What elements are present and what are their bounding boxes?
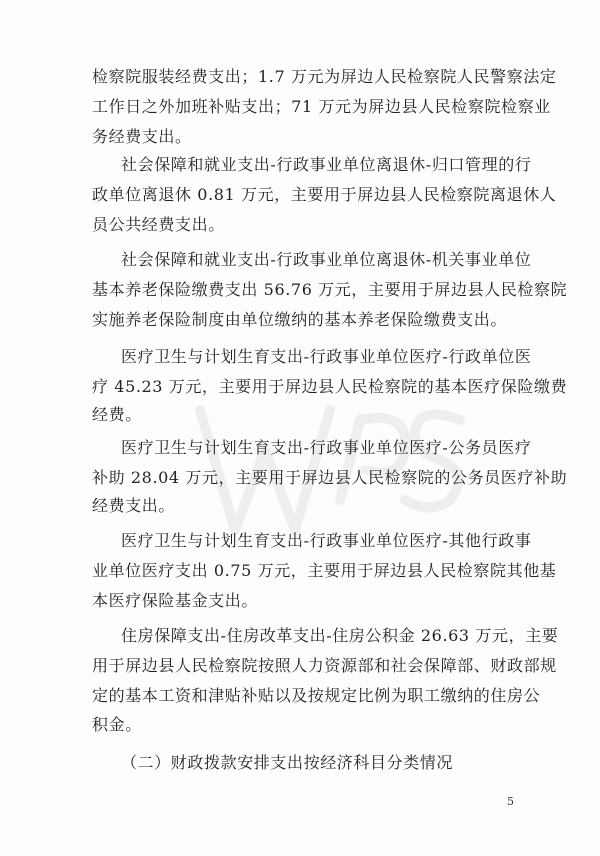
paragraph-start-line: 医疗卫生与计划生育支出-行政事业单位医疗-行政单位医 xyxy=(121,347,532,366)
paragraph-start-line: 住房保障支出-住房改革支出-住房公积金 26.63 万元，主要 xyxy=(121,626,559,645)
wps-watermark-icon xyxy=(180,300,480,560)
body-text-line: 工作日之外加班补贴支出；71 万元为屏边县人民检察院检察业 xyxy=(92,97,551,116)
body-text-line: 基本养老保险缴费支出 56.76 万元，主要用于屏边县人民检察院 xyxy=(92,280,568,299)
paragraph-start-line: 医疗卫生与计划生育支出-行政事业单位医疗-其他行政事 xyxy=(121,531,532,550)
body-text-line: 检察院服装经费支出；1.7 万元为屏边人民检察院人民警察法定 xyxy=(92,67,557,86)
body-text-line: 业单位医疗支出 0.75 万元，主要用于屏边县人民检察院其他基 xyxy=(92,561,557,580)
body-text-line: 用于屏边县人民检察院按照人力资源部和社会保障部、财政部规 xyxy=(92,656,557,675)
body-text-line: 本医疗保险基金支出。 xyxy=(92,591,259,610)
body-text-line: 经费。 xyxy=(92,405,142,424)
paragraph-start-line: 社会保障和就业支出-行政事业单位离退休-机关事业单位 xyxy=(121,250,532,269)
body-text-line: 疗 45.23 万元，主要用于屏边县人民检察院的基本医疗保险缴费 xyxy=(92,377,568,396)
body-text-line: 补助 28.04 万元，主要用于屏边县人民检察院的公务员医疗补助 xyxy=(92,468,568,487)
page-number: 5 xyxy=(507,795,514,808)
paragraph-start-line: 社会保障和就业支出-行政事业单位离退休-归口管理的行 xyxy=(121,155,532,174)
body-text-line: 政单位离退休 0.81 万元，主要用于屏边县人民检察院离退休人 xyxy=(92,185,557,204)
paragraph-start-line: 医疗卫生与计划生育支出-行政事业单位医疗-公务员医疗 xyxy=(121,438,532,457)
body-text-line: 经费支出。 xyxy=(92,496,176,515)
body-text-line: 员公共经费支出。 xyxy=(92,215,225,234)
body-text-line: 实施养老保险制度由单位缴纳的基本养老保险缴费支出。 xyxy=(92,310,508,329)
body-text-line: 定的基本工资和津贴补贴以及按规定比例为职工缴纳的住房公 xyxy=(92,686,541,705)
body-text-line: 积金。 xyxy=(92,715,142,734)
body-text-line: 务经费支出。 xyxy=(92,127,192,146)
section-heading: （二）财政拨款安排支出按经济科目分类情况 xyxy=(121,753,454,772)
